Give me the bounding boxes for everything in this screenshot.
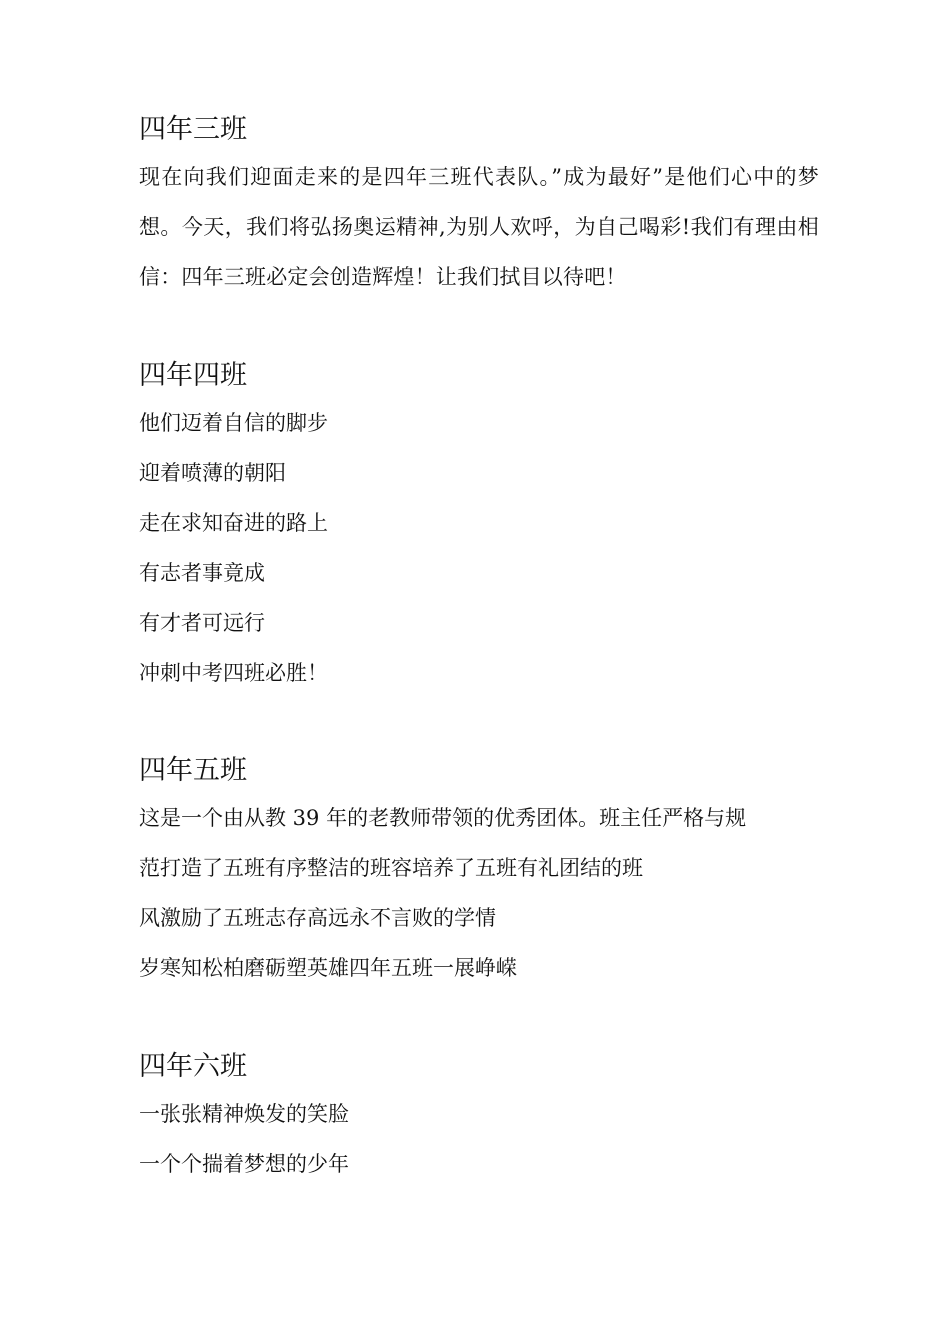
text-line: 他们迈着自信的脚步 <box>139 411 328 435</box>
text-line: 这是一个由从教 39 年的老教师带领的优秀团体。班主任严格与规 <box>139 806 747 830</box>
section-class-4-4 <box>139 356 819 698</box>
text-line: 有才者可远行 <box>139 611 265 635</box>
section-class-4-6 <box>139 1047 819 1189</box>
section-paragraph: 现在向我们迎面走来的是四年三班代表队。”成为最好”是他们心中的梦想。今天，我们将弘扬奥运精神,为别人欢呼，为自己喝彩!我们有理由相信：四年三班必定会创造辉煌！让我们拭目以待吧！ <box>139 165 819 289</box>
text-line: 一个个揣着梦想的少年 <box>139 1152 349 1176</box>
text-line: 有志者事竟成 <box>139 561 265 585</box>
section-body <box>139 152 819 302</box>
text-line: 风激励了五班志存高远永不言败的学情 <box>139 906 496 930</box>
text-line: 走在求知奋进的路上 <box>139 511 328 535</box>
text-line: 迎着喷薄的朝阳 <box>139 461 286 485</box>
section-body <box>139 398 819 698</box>
section-body <box>139 1089 819 1189</box>
section-class-4-5 <box>139 751 819 993</box>
section-title: 四年四班 <box>139 360 247 391</box>
text-line: 冲刺中考四班必胜！ <box>139 661 328 685</box>
section-body <box>139 793 819 993</box>
text-line: 范打造了五班有序整洁的班容培养了五班有礼团结的班 <box>139 856 643 880</box>
section-title: 四年六班 <box>139 1051 247 1082</box>
text-line: 一张张精神焕发的笑脸 <box>139 1102 349 1126</box>
section-class-4-3 <box>139 110 819 302</box>
section-title: 四年三班 <box>139 114 247 145</box>
section-title: 四年五班 <box>139 755 247 786</box>
text-line: 岁寒知松柏磨砺塑英雄四年五班一展峥嵘 <box>139 956 517 980</box>
